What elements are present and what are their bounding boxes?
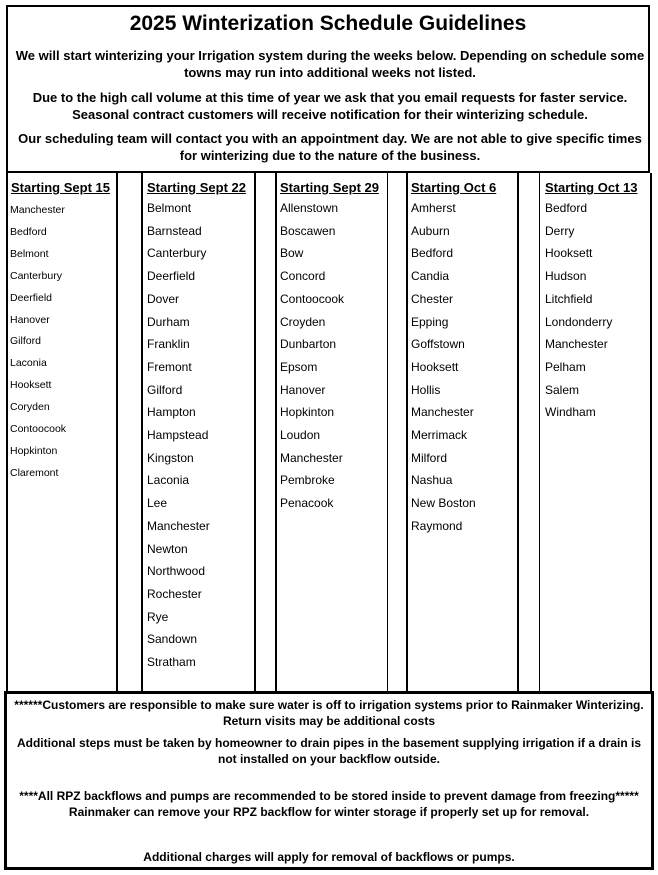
- town-item: Croyden: [280, 314, 326, 329]
- town-item: Northwood: [147, 564, 206, 579]
- town-item: Epsom: [280, 359, 318, 374]
- town-item: Manchester: [411, 405, 474, 420]
- town-item: Hampton: [147, 405, 196, 420]
- town-item: Hanover: [280, 382, 326, 397]
- town-item: Canterbury: [10, 269, 62, 282]
- column-heading-sept-15: Starting Sept 15: [11, 180, 110, 195]
- town-item: Milford: [411, 450, 448, 465]
- town-list-oct-6: [411, 197, 476, 538]
- town-item: Durham: [147, 314, 190, 329]
- column-divider: [517, 173, 519, 693]
- column-divider: [254, 173, 256, 693]
- town-item: Deerfield: [10, 291, 53, 304]
- town-item: Epping: [411, 314, 449, 329]
- town-item: Belmont: [10, 247, 49, 260]
- column-divider: [141, 173, 143, 693]
- town-item: Bow: [280, 246, 304, 261]
- town-item: Manchester: [10, 204, 65, 216]
- town-item: Manchester: [545, 337, 608, 352]
- scheduling-paragraph: Our scheduling team will contact you with an appointment day. We are not able to give specific times for winterizing due to the nature of the business.: [18, 131, 642, 163]
- email-request-paragraph: Due to the high call volume at this time of year we ask that you email requests for faster service. Seasonal contract customers will receive notification for their winterizing schedule.: [32, 90, 628, 122]
- town-item: Allenstown: [280, 201, 339, 215]
- town-item: Claremont: [10, 466, 59, 479]
- town-item: Contoocook: [10, 423, 67, 436]
- town-item: Loudon: [280, 428, 321, 443]
- town-item: Pelham: [545, 359, 586, 374]
- town-item: Manchester: [280, 450, 343, 465]
- column-divider: [275, 173, 277, 693]
- town-item: Amherst: [411, 201, 456, 215]
- town-item: Pembroke: [280, 473, 335, 488]
- town-item: Gilford: [10, 335, 41, 348]
- town-item: Belmont: [147, 201, 192, 215]
- column-divider: [387, 173, 388, 693]
- town-item: Lee: [147, 496, 168, 511]
- town-list-sept-29: [280, 197, 344, 515]
- column-divider: [539, 173, 540, 693]
- town-item: Raymond: [411, 518, 463, 533]
- town-item: Derry: [545, 223, 575, 238]
- town-item: Hooksett: [545, 246, 593, 261]
- town-item: Londonderry: [545, 314, 613, 329]
- town-list-oct-13: [545, 197, 612, 424]
- town-item: Hopkinton: [10, 444, 58, 457]
- column-divider: [6, 173, 8, 693]
- intro-paragraph: We will start winterizing your Irrigation system during the weeks below. Depending on schedule some towns may run into additional weeks not listed.: [15, 48, 645, 80]
- town-item: Kingston: [147, 450, 194, 465]
- town-item: Hooksett: [411, 359, 459, 374]
- column-heading-sept-22: Starting Sept 22: [147, 180, 246, 195]
- page-title: 2025 Winterization Schedule Guidelines: [129, 12, 527, 35]
- column-divider: [650, 173, 652, 693]
- town-item: Newton: [147, 541, 188, 556]
- town-item: Boscawen: [280, 223, 336, 238]
- town-item: Laconia: [147, 473, 190, 488]
- drain-pipes-notice: Additional steps must be taken by homeowner to drain pipes in the basement supplying irrigation if a drain is not installed on your backflow outside.: [16, 736, 642, 766]
- water-off-notice: ******Customers are responsible to make sure water is off to irrigation systems prior to Rainmaker Winterizing. Return visits may be additional costs: [14, 698, 644, 728]
- town-item: Contoocook: [280, 291, 345, 306]
- town-item: Litchfield: [545, 291, 593, 306]
- town-item: Candia: [411, 269, 450, 284]
- town-item: Windham: [545, 405, 596, 420]
- town-item: Manchester: [147, 518, 210, 533]
- town-item: Sandown: [147, 632, 198, 647]
- town-item: Coryden: [10, 401, 50, 414]
- town-item: Penacook: [280, 496, 334, 511]
- town-item: Hollis: [411, 382, 441, 397]
- town-item: Concord: [280, 269, 326, 284]
- town-list-sept-15: [10, 200, 66, 485]
- column-divider: [406, 173, 408, 693]
- town-item: Merrimack: [411, 428, 467, 443]
- column-divider: [116, 173, 118, 693]
- town-item: Rochester: [147, 586, 202, 601]
- footer-notice-box: [4, 691, 654, 870]
- town-item: Dover: [147, 291, 180, 306]
- town-item: Hudson: [545, 269, 587, 284]
- town-item: Bedford: [411, 246, 454, 261]
- column-heading-oct-13: Starting Oct 13: [545, 180, 638, 195]
- town-item: Nashua: [411, 473, 453, 488]
- town-list-sept-22: [147, 197, 210, 674]
- town-item: Dunbarton: [280, 337, 337, 352]
- town-item: Stratham: [147, 655, 196, 670]
- town-item: Rye: [147, 609, 169, 624]
- town-item: Hopkinton: [280, 405, 335, 420]
- town-item: Bedford: [545, 201, 588, 215]
- additional-charges-notice: Additional charges will apply for removal of backflows or pumps.: [143, 850, 515, 864]
- town-item: Bedford: [10, 225, 47, 238]
- town-item: Canterbury: [147, 246, 207, 261]
- town-item: Hampstead: [147, 428, 209, 443]
- town-item: Hanover: [10, 313, 50, 326]
- town-item: Auburn: [411, 223, 450, 238]
- column-heading-sept-29: Starting Sept 29: [280, 180, 379, 195]
- town-item: Salem: [545, 382, 580, 397]
- town-item: Gilford: [147, 382, 183, 397]
- town-item: Goffstown: [411, 337, 465, 352]
- town-item: Franklin: [147, 337, 190, 352]
- town-item: New Boston: [411, 496, 476, 511]
- town-item: Barnstead: [147, 223, 202, 238]
- town-item: Fremont: [147, 359, 192, 374]
- header-box: [6, 5, 650, 173]
- town-item: Chester: [411, 291, 454, 306]
- town-item: Deerfield: [147, 269, 196, 284]
- town-item: Hooksett: [10, 379, 52, 392]
- town-item: Laconia: [10, 357, 47, 370]
- rpz-storage-notice: ****All RPZ backflows and pumps are recommended to be stored inside to prevent damage from freezing***** Rainmaker can remove your RPZ backflow for winter storage if properly set up for removal.: [19, 789, 639, 819]
- column-heading-oct-6: Starting Oct 6: [411, 180, 497, 195]
